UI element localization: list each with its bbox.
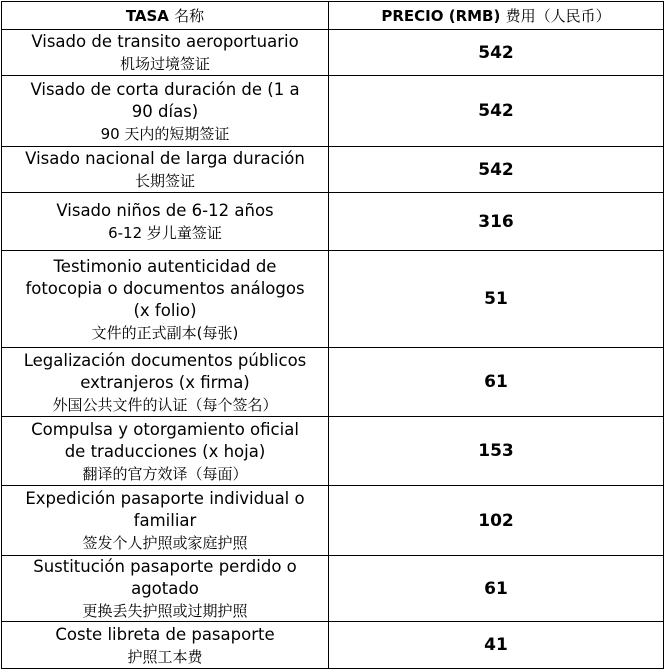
fee-name-cell	[2, 251, 329, 348]
header-price-cell	[329, 2, 664, 30]
fee-price-cell: 542	[329, 147, 664, 193]
fee-name-es: Visado de corta duración de (1 a	[30, 79, 300, 99]
table-row	[2, 193, 664, 251]
fee-name-es: Coste libreta de pasaporte	[55, 624, 275, 644]
table-row	[2, 486, 664, 556]
table-row	[2, 147, 664, 193]
table-row	[2, 348, 664, 417]
header-price-es: PRECIO (RMB)	[381, 7, 501, 25]
fee-name-es: Sustitución pasaporte perdido o	[33, 557, 297, 576]
fee-price-cell: 153	[329, 417, 664, 486]
fee-name-cell	[2, 30, 329, 76]
fee-name-cell	[2, 417, 329, 486]
fee-name-es: Legalización documentos públicos	[23, 350, 307, 370]
fee-name-zh: 签发个人护照或家庭护照	[82, 534, 248, 552]
fee-name-es: extranjeros (x firma)	[80, 372, 250, 392]
table-row	[2, 76, 664, 147]
fee-name-es: fotocopia o documentos análogos	[25, 278, 305, 298]
fee-name-es: de traducciones (x hoja)	[64, 441, 266, 461]
fee-name-cell	[2, 76, 329, 147]
table-row	[2, 251, 664, 348]
fee-name-cell	[2, 147, 329, 193]
header-name-cell	[2, 2, 329, 30]
table-row	[2, 622, 664, 669]
fee-name-zh: 6-12 岁儿童签证	[108, 224, 222, 242]
table-row	[2, 417, 664, 486]
fee-name-zh: 90 天内的短期签证	[100, 124, 230, 143]
fee-name-zh: 长期签证	[134, 172, 195, 190]
fee-price-cell: 61	[329, 556, 664, 622]
fee-name-cell	[2, 486, 329, 556]
fee-name-zh: 更换丢失护照或过期护照	[82, 602, 248, 620]
fee-name-cell	[2, 348, 329, 417]
fee-name-es: Compulsa y otorgamiento oficial	[31, 419, 299, 439]
fee-name-zh: 外国公共文件的认证（每个签名）	[52, 395, 278, 414]
fee-name-zh: 护照工本费	[127, 647, 203, 666]
fee-name-es: Visado de transito aeroportuario	[31, 32, 299, 51]
fee-name-es: Expedición pasaporte individual o	[25, 489, 305, 508]
table-row	[2, 556, 664, 622]
fee-name-es: 90 días)	[131, 101, 199, 121]
fee-price-cell: 41	[329, 622, 664, 669]
fee-price-cell: 51	[329, 251, 664, 348]
fee-price-cell: 542	[329, 76, 664, 147]
fee-name-zh: 机场过境签证	[119, 55, 210, 73]
header-name-es: TASA	[125, 7, 169, 25]
fee-name-es: Testimonio autenticidad de	[53, 256, 277, 276]
fees-table	[1, 1, 664, 669]
fee-name-es: agotado	[131, 579, 199, 598]
fee-name-cell	[2, 622, 329, 669]
table-row	[2, 30, 664, 76]
header-price-zh: 费用（人民币）	[505, 7, 611, 25]
fee-price-cell: 102	[329, 486, 664, 556]
fee-name-es: (x folio)	[133, 300, 197, 320]
fee-name-cell	[2, 193, 329, 251]
fee-name-es: Visado nacional de larga duración	[25, 149, 305, 168]
fee-name-es: Visado niños de 6-12 años	[56, 201, 274, 220]
fee-price-cell: 316	[329, 193, 664, 251]
fee-name-cell	[2, 556, 329, 622]
fee-name-zh: 翻译的官方效译（每面）	[82, 464, 248, 483]
fee-name-zh: 文件的正式副本(每张)	[91, 323, 239, 342]
fee-price-cell: 542	[329, 30, 664, 76]
fee-price-cell: 61	[329, 348, 664, 417]
header-name-zh: 名称	[174, 7, 205, 25]
fee-name-es: familiar	[133, 511, 197, 530]
header-row	[2, 2, 664, 30]
